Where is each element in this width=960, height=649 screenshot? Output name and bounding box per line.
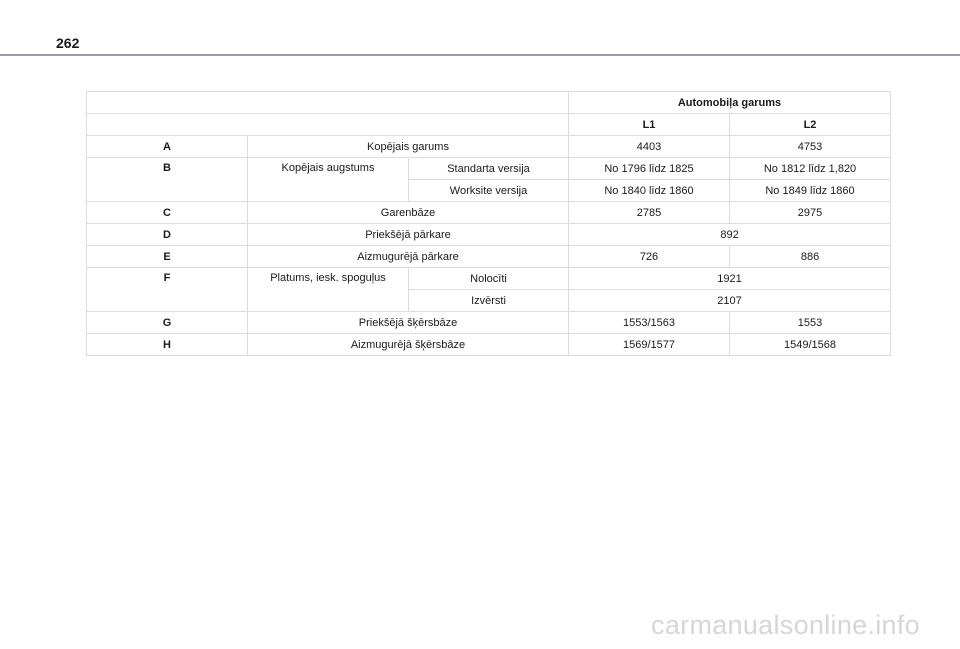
table-header-row (87, 92, 891, 114)
row-letter: G (87, 312, 248, 334)
watermark: carmanualsonline.info (651, 610, 920, 640)
row-label: Kopējais augstums (248, 158, 409, 202)
value-l2: 886 (730, 246, 891, 268)
table-row (87, 246, 891, 268)
table-row (87, 334, 891, 356)
row-letter: B (87, 158, 248, 202)
value-l2: 4753 (730, 136, 891, 158)
row-sublabel: Izvērsti (409, 290, 569, 312)
value-l2: 2975 (730, 202, 891, 224)
column-header-l2: L2 (730, 114, 891, 136)
header-divider (0, 54, 960, 56)
vehicle-length-header: Automobiļa garums (569, 92, 891, 114)
row-letter: E (87, 246, 248, 268)
value-l1: 4403 (569, 136, 730, 158)
row-label: Garenbāze (248, 202, 569, 224)
value-l1: 726 (569, 246, 730, 268)
row-letter: F (87, 268, 248, 312)
row-letter: C (87, 202, 248, 224)
value-both: 892 (569, 224, 891, 246)
row-label: Priekšējā pārkare (248, 224, 569, 246)
table-row (87, 136, 891, 158)
row-label: Platums, iesk. spoguļus (248, 268, 409, 312)
table-row (87, 224, 891, 246)
row-label: Aizmugurējā šķērsbāze (248, 334, 569, 356)
value-both: 1921 (569, 268, 891, 290)
value-l1: No 1796 līdz 1825 (569, 158, 730, 180)
table-row (87, 312, 891, 334)
row-letter: D (87, 224, 248, 246)
value-l2: 1553 (730, 312, 891, 334)
table-row (87, 158, 891, 180)
row-label: Kopējais garums (248, 136, 569, 158)
row-sublabel: Standarta versija (409, 158, 569, 180)
row-letter: A (87, 136, 248, 158)
row-sublabel: Worksite versija (409, 180, 569, 202)
table-row (87, 268, 891, 290)
value-l1: 2785 (569, 202, 730, 224)
value-l2: 1549/1568 (730, 334, 891, 356)
value-l1: 1569/1577 (569, 334, 730, 356)
dimensions-table (86, 91, 891, 356)
table-row (87, 202, 891, 224)
row-label: Priekšējā šķērsbāze (248, 312, 569, 334)
value-l1: 1553/1563 (569, 312, 730, 334)
table-header-empty-cell (87, 92, 569, 114)
value-l2: No 1849 līdz 1860 (730, 180, 891, 202)
row-label: Aizmugurējā pārkare (248, 246, 569, 268)
value-l2: No 1812 līdz 1,820 (730, 158, 891, 180)
table-subheader-empty-cell (87, 114, 569, 136)
value-l1: No 1840 līdz 1860 (569, 180, 730, 202)
column-header-l1: L1 (569, 114, 730, 136)
value-both: 2107 (569, 290, 891, 312)
row-sublabel: Nolocīti (409, 268, 569, 290)
row-letter: H (87, 334, 248, 356)
table-subheader-row (87, 114, 891, 136)
page-number: 262 (56, 35, 80, 51)
